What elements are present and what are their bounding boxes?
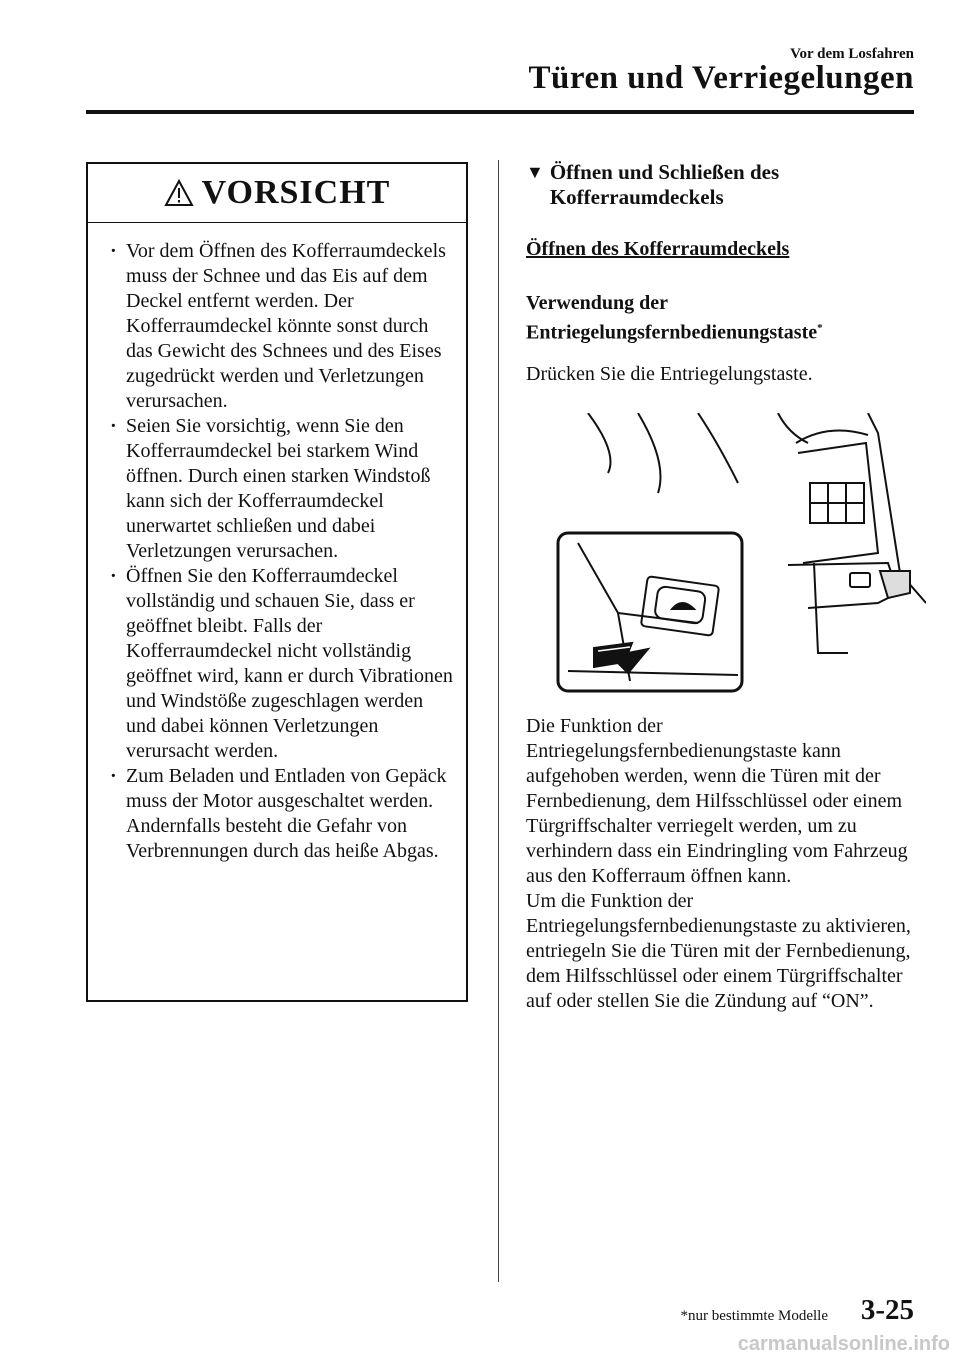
procedure-heading-text: Verwendung der Entriegelungsfernbedienungstaste xyxy=(526,292,818,344)
caution-item: · Zum Beladen und Entladen von Gepäck muss der Motor ausgeschaltet werden. Andernfalls besteht die Gefahr von Verbrennungen durch das heiße Abgas. xyxy=(100,764,456,864)
caution-list xyxy=(88,223,466,864)
caution-box xyxy=(86,162,468,1002)
running-header-section: Vor dem Losfahren xyxy=(790,46,914,62)
triangle-down-icon: ▼ xyxy=(526,162,544,182)
column-divider xyxy=(498,160,499,1282)
section-heading xyxy=(526,160,920,210)
header-rule xyxy=(86,110,914,114)
paragraph-2: Um die Funktion der Entriegelungsfernbedienungstaste zu aktivieren, entriegeln Sie die Türen mit der Fernbedienung, dem Hilfsschlüssel oder einem Türgriffschalter auf oder stellen Sie die Zündung auf “ON”. xyxy=(526,889,911,1012)
footnote-mark: * xyxy=(817,322,823,334)
right-column xyxy=(526,160,920,1014)
instruction-text: Drücken Sie die Entriegelungstaste. xyxy=(526,362,813,385)
caution-item: · Öffnen Sie den Kofferraumdeckel vollständig und schauen Sie, dass er geöffnet bleibt. Falls der Kofferraumdeckel nicht vollständig geöffnet wird, kann er durch Vibrationen und Windstöße zugeschlagen werden und dabei können Verletzungen verursacht werden. xyxy=(100,564,456,764)
caution-header xyxy=(88,164,466,223)
caution-item: · Vor dem Öffnen des Kofferraumdeckels muss der Schnee und das Eis auf dem Deckel entfernt werden. Der Kofferraumdeckel könnte sonst durch das Gewicht des Schnees und des Eises zugedrückt werden und Verletzungen verursachen. xyxy=(100,239,456,414)
paragraph-1: Die Funktion der Entriegelungsfernbedienungstaste kann aufgehoben werden, wenn die Türen mit der Fernbedienung, dem Hilfsschlüssel oder einem Türgriffschalter verriegelt werden, um zu verhindern dass ein Eindringling vom Fahrzeug aus den Kofferraum öffnen kann. xyxy=(526,714,908,887)
subsection-heading: Öffnen des Kofferraumdeckels xyxy=(526,238,790,260)
caution-title: VORSICHT xyxy=(201,174,391,211)
watermark: carmanualsonline.info xyxy=(737,1333,950,1355)
warning-triangle-icon xyxy=(164,179,194,207)
trunk-release-button-illustration xyxy=(548,413,926,693)
footnote: *nur bestimmte Modelle xyxy=(680,1308,828,1324)
caution-item: · Seien Sie vorsichtig, wenn Sie den Kofferraumdeckel bei starkem Wind öffnen. Durch einen starken Windstoß kann sich der Kofferraumdeckel unerwartet schließen und dabei Verletzungen verursachen. xyxy=(100,414,456,564)
section-heading-text: Öffnen und Schließen des Kofferraumdeckels xyxy=(549,160,780,209)
page-title: Türen und Verriegelungen xyxy=(528,60,914,96)
page-number: 3-25 xyxy=(860,1294,914,1326)
procedure-heading xyxy=(526,291,920,346)
